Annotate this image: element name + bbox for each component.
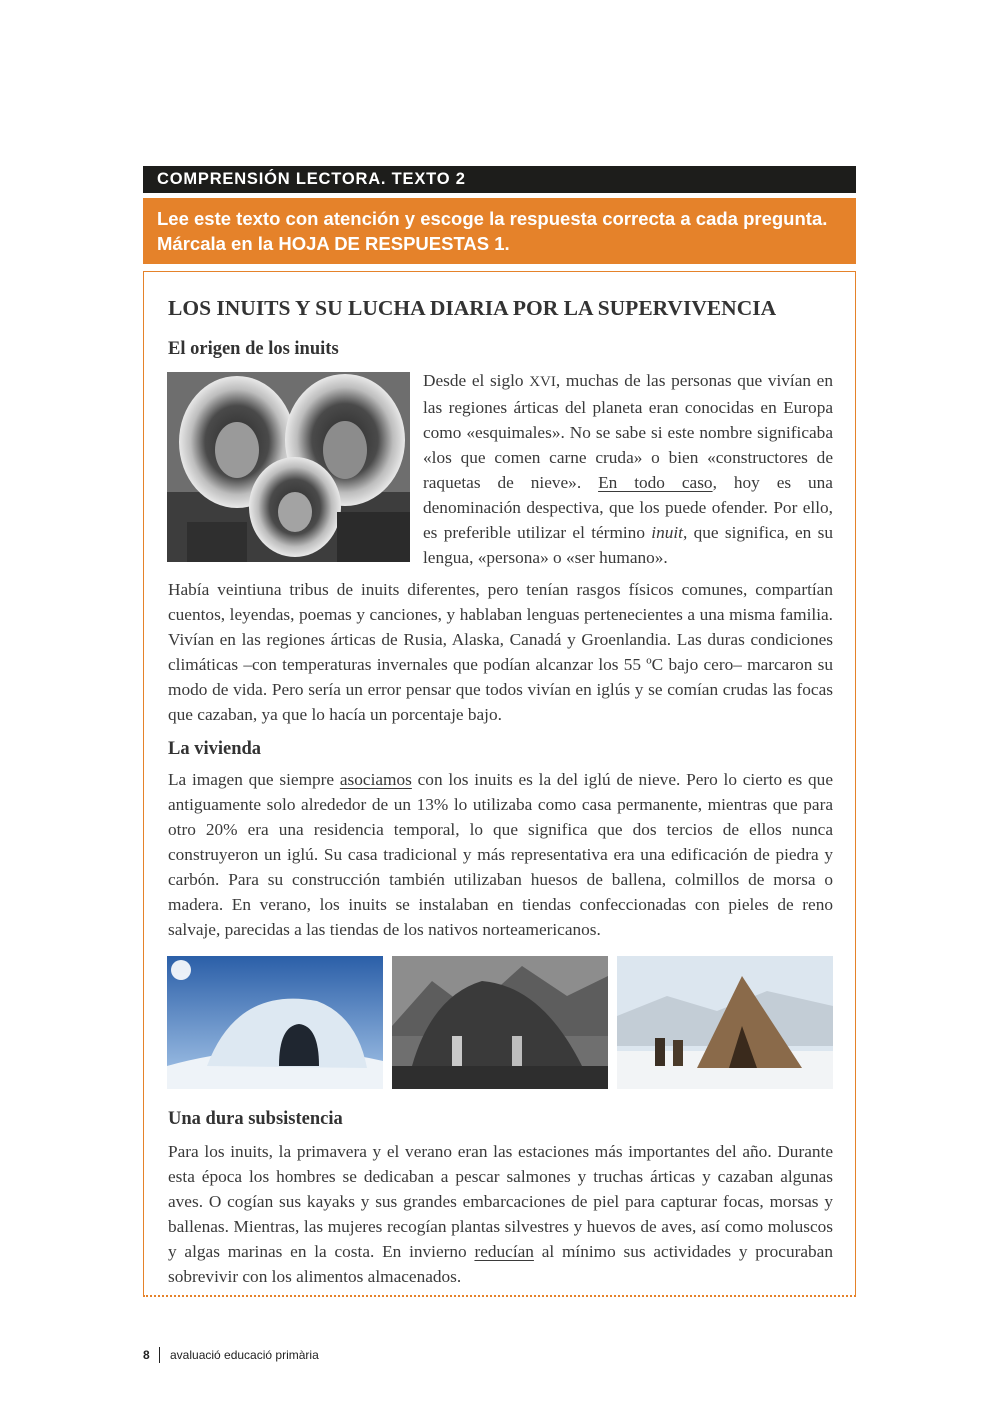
section-heading-housing: La vivienda bbox=[168, 739, 262, 759]
section-heading-origin: El origen de los inuits bbox=[168, 339, 339, 359]
section-label: COMPRENSIÓN LECTORA. TEXTO 2 bbox=[143, 166, 856, 193]
article-title: LOS INUITS Y SU LUCHA DIARIA POR LA SUPERVIVENCIA bbox=[168, 296, 777, 320]
igloo-photo bbox=[167, 956, 383, 1089]
origin-intro-paragraph: Desde el siglo XVI, muchas de las personas que vivían en las regiones árticas del planeta eran conocidas en Europa como «esquimales». No se sabe si este nombre significaba «los que comen carne cruda» o bien «constructores de raquetas de nieve». En todo caso, hoy es una denominación despectiva, que los puede ofender. Por ello, es preferible utilizar el término inuit, que significa, en su lengua, «persona» o «ser humano». bbox=[423, 371, 833, 567]
section-heading-subsistence: Una dura subsistencia bbox=[168, 1109, 343, 1129]
instruction-box bbox=[143, 198, 856, 264]
subsistence-paragraph: Para los inuits, la primavera y el verano eran las estaciones más importantes del año. Durante esta época los hombres se dedicaban a pescar salmones y truchas árticas y cazaban algunas aves. O cogían sus kayaks y sus grandes embarcaciones de piel para capturar focas, morsas y ballenas. Mientras, las mujeres recogían plantas silvestres y huevos de aves, así como moluscos y algas marinas en la costa. En invierno reducían al mínimo sus actividades y procuraban sobrevivir con los alimentos almacenados. bbox=[168, 1142, 833, 1286]
stone-house-photo bbox=[392, 956, 608, 1089]
underlined-phrase: En todo caso bbox=[598, 473, 713, 492]
publication-name: avaluació educació primària bbox=[170, 1348, 319, 1362]
instruction-text: Lee este texto con atención y escoge la respuesta correcta a cada pregunta. Márcala en la bbox=[157, 208, 828, 254]
origin-paragraph-2: Había veintiuna tribus de inuits diferentes, pero tenían rasgos físicos comunes, compartían cuentos, leyendas, poemas y canciones, y hablaban lenguas pertenecientes a una misma familia. Vivían en las regiones árticas de Rusia, Alaska, Canadá y Groenlandia. Las duras condiciones climáticas –con temperaturas invernales que podían alcanzar los 55 ºC bajo cero– marcaron su modo de vida. Pero sería un error pensar que todos vivían en iglús y se comían crudas las focas que cazaban, ya que lo hacía un porcentaje bajo. bbox=[168, 580, 833, 724]
page-number: 8 bbox=[143, 1348, 150, 1362]
instruction-highlight: HOJA DE RESPUESTAS 1. bbox=[278, 233, 510, 254]
underlined-word: reducían bbox=[474, 1242, 534, 1261]
housing-paragraph: La imagen que siempre asociamos con los inuits es la del iglú de nieve. Pero lo cierto es que antiguamente solo alrededor de un 13% lo utilizaba como casa permanente, mientras que para otro 20% era una residencia temporal, lo que significa que dos tercios de ellos nunca construyeron un iglú. Su casa tradicional y más representativa era una edificación de piedra y carbón. Para su construcción también utilizaban huesos de ballena, colmillos de morsa o madera. En verano, los inuits se instalaban en tiendas confeccionadas con pieles de reno salvaje, parecidas a las tiendas de los nativos norteamericanos. bbox=[168, 770, 833, 939]
footer-divider bbox=[159, 1347, 160, 1363]
inuit-family-photo bbox=[167, 372, 410, 562]
underlined-word: asociamos bbox=[339, 770, 412, 789]
reindeer-tent-photo bbox=[617, 956, 833, 1089]
